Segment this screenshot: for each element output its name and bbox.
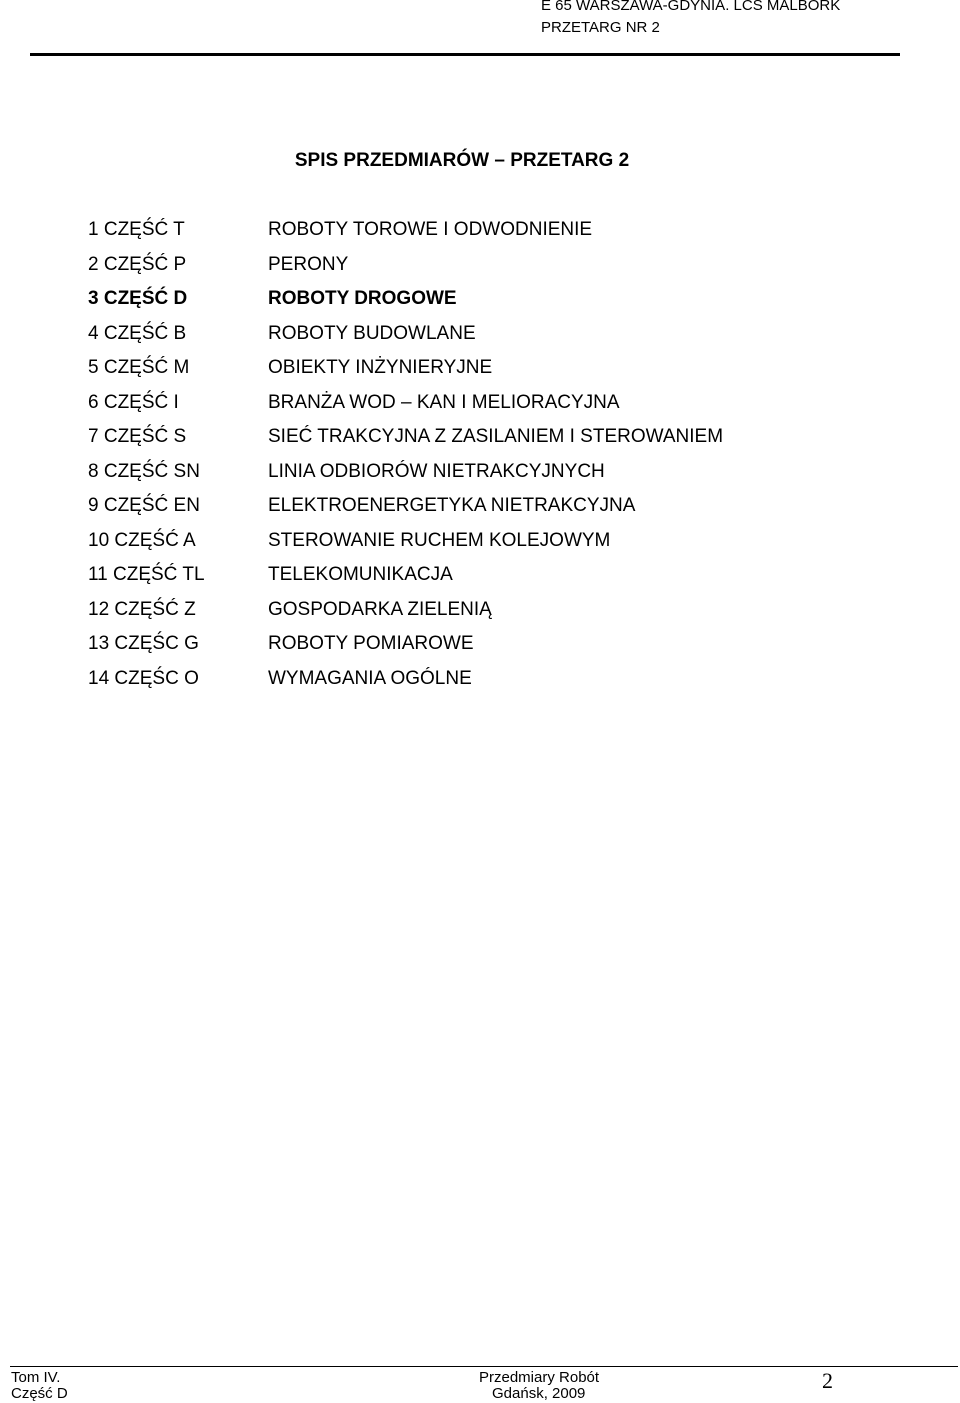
toc-row — [0, 322, 960, 357]
header-divider — [30, 53, 900, 56]
toc-row — [0, 253, 960, 288]
toc-part-label: 7 CZĘŚĆ S — [88, 426, 187, 447]
toc-part-description: ROBOTY POMIAROWE — [268, 633, 474, 654]
footer-volume: Tom IV. — [11, 1369, 61, 1386]
header-project-name: E 65 WARSZAWA-GDYNIA. LCS MALBORK — [541, 0, 841, 14]
toc-part-label: 11 CZĘŚĆ TL — [88, 564, 205, 585]
toc-row — [0, 460, 960, 495]
toc-part-description: PERONY — [268, 253, 349, 275]
toc-row — [0, 494, 960, 529]
toc-part-description: ROBOTY DROGOWE — [268, 288, 457, 309]
toc-row — [0, 667, 960, 702]
toc-part-label: 1 CZĘŚĆ T — [88, 219, 185, 240]
toc-part-description: LINIA ODBIORÓW NIETRAKCYJNYCH — [268, 460, 605, 482]
toc-part-description: ROBOTY BUDOWLANE — [268, 322, 476, 344]
toc-part-label: 8 CZĘŚĆ SN — [88, 460, 200, 482]
toc-part-description: ELEKTROENERGETYKA NIETRAKCYJNA — [268, 495, 636, 516]
footer-divider — [10, 1366, 958, 1367]
toc-part-description: BRANŻA WOD – KAN I MELIORACYJNA — [268, 391, 620, 413]
toc-part-label: 14 CZĘŚC O — [88, 667, 199, 689]
toc-part-description: ROBOTY TOROWE I ODWODNIENIE — [268, 219, 593, 240]
table-of-contents — [0, 218, 960, 701]
toc-row — [0, 632, 960, 667]
footer-part: Część D — [11, 1385, 68, 1402]
header-tender-number: PRZETARG NR 2 — [541, 19, 660, 36]
toc-part-label: 12 CZĘŚĆ Z — [88, 598, 196, 620]
toc-row — [0, 529, 960, 564]
toc-part-label: 13 CZĘŚC G — [88, 633, 199, 654]
toc-part-description: WYMAGANIA OGÓLNE — [268, 667, 472, 689]
footer-place-date: Gdańsk, 2009 — [492, 1385, 586, 1402]
toc-part-label: 5 CZĘŚĆ M — [88, 357, 190, 378]
toc-part-label: 4 CZĘŚĆ B — [88, 322, 187, 344]
footer-document-type: Przedmiary Robót — [479, 1369, 600, 1386]
toc-row — [0, 563, 960, 598]
page-number: 2 — [822, 1368, 833, 1393]
toc-part-description: SIEĆ TRAKCYJNA Z ZASILANIEM I STEROWANIEM — [268, 426, 724, 447]
page-title: SPIS PRZEDMIARÓW – PRZETARG 2 — [294, 150, 630, 171]
toc-part-label: 6 CZĘŚĆ I — [88, 391, 179, 413]
toc-part-description: TELEKOMUNIKACJA — [268, 564, 453, 585]
toc-row — [0, 287, 960, 322]
toc-part-description: GOSPODARKA ZIELENIĄ — [268, 598, 492, 620]
toc-part-label: 3 CZĘŚĆ D — [88, 288, 188, 309]
toc-row — [0, 218, 960, 253]
toc-part-description: OBIEKTY INŻYNIERYJNE — [268, 357, 493, 378]
toc-row — [0, 391, 960, 426]
toc-row — [0, 598, 960, 633]
toc-part-label: 2 CZĘŚĆ P — [88, 253, 187, 275]
toc-part-description: STEROWANIE RUCHEM KOLEJOWYM — [268, 529, 611, 551]
toc-row — [0, 425, 960, 460]
toc-part-label: 9 CZĘŚĆ EN — [88, 495, 200, 516]
toc-row — [0, 356, 960, 391]
toc-part-label: 10 CZĘŚĆ A — [88, 529, 196, 551]
